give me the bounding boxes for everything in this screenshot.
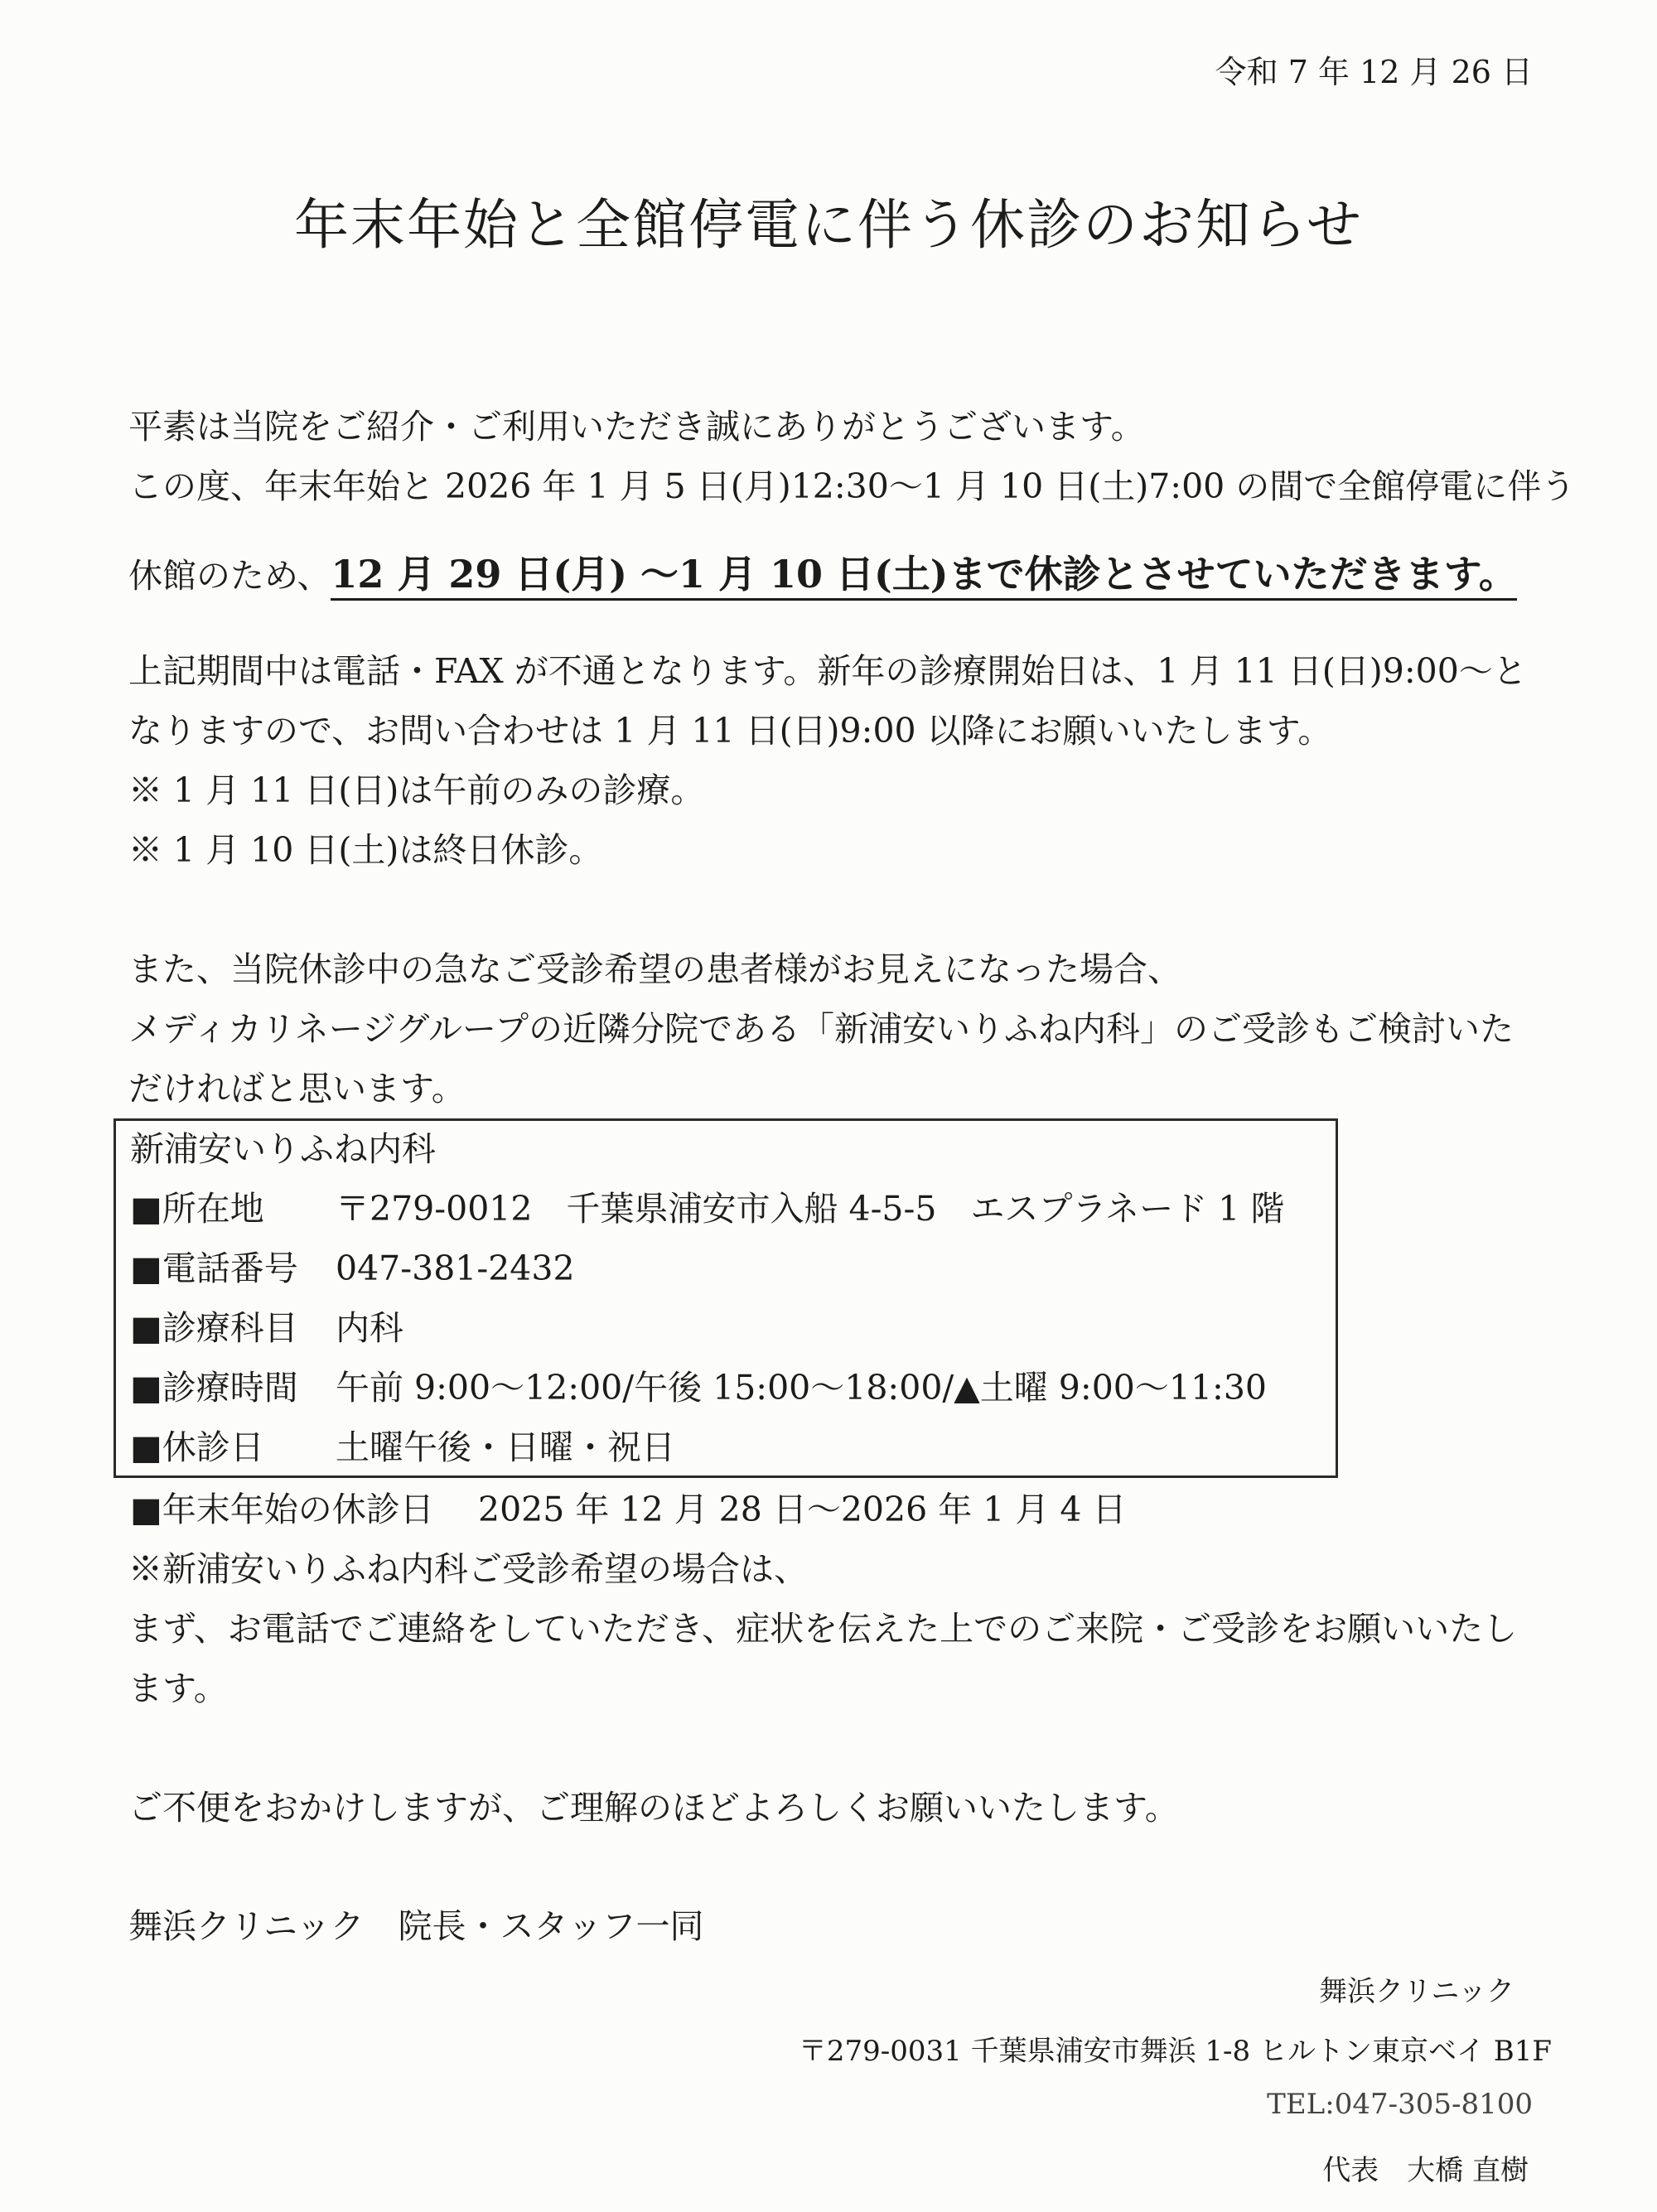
request-line-2: まず、お電話でご連絡をしていただき、症状を伝えた上でのご来院・ご受診をお願いいたし: [128, 1609, 1518, 1649]
clinic-row-label: ■休診日: [130, 1427, 264, 1467]
clinic-row-value: 内科: [336, 1308, 403, 1348]
footer-address: 〒279-0031 千葉県浦安市舞浜 1-8 ヒルトン東京ベイ B1F: [798, 2035, 1552, 2068]
year-end-holiday: [130, 1489, 1127, 1530]
request-line-3: ます。: [128, 1669, 228, 1708]
period-note-1: ※ 1 月 11 日(日)は午前のみの診療。: [128, 770, 705, 810]
clinic-row-phone: [130, 1248, 575, 1289]
clinic-row-label: ■所在地: [130, 1189, 264, 1229]
period-line-1: 上記期間中は電話・FAX が不通となります。新年の診療開始日は、1 月 11 日(日)9:00～と: [128, 651, 1527, 691]
footer-tel: TEL:047-305-8100: [1267, 2088, 1533, 2121]
clinic-row-value: 〒279-0012 千葉県浦安市入船 4-5-5 エスプラネード 1 階: [336, 1189, 1285, 1229]
intro-line-1: 平素は当院をご紹介・ご利用いただき誠にありがとうございます。: [128, 407, 1145, 447]
intro-line-3-prefix: 休館のため、: [128, 556, 331, 596]
clinic-row-value: 047-381-2432: [336, 1248, 575, 1288]
notice-title: 年末年始と全館停電に伴う休診のお知らせ: [293, 193, 1364, 257]
signoff: 舞浜クリニック 院長・スタッフ一同: [128, 1906, 704, 1946]
clinic-row-value: 土曜午後・日曜・祝日: [336, 1427, 675, 1467]
intro-line-2: この度、年末年始と 2026 年 1 月 5 日(月)12:30～1 月 10 日(土)7:00 の間で全館停電に伴う: [128, 466, 1576, 506]
clinic-row-label: ■診療科目: [130, 1308, 298, 1348]
period-line-2: なりますので、お問い合わせは 1 月 11 日(日)9:00 以降にお願いいたします。: [128, 711, 1332, 751]
clinic-row-department: [130, 1307, 403, 1349]
closure-period-highlight: 12 月 29 日(月) ～1 月 10 日(土)まで休診とさせていただきます。: [331, 552, 1517, 601]
intro-line-3: [128, 553, 1517, 596]
request-line-1: ※新浦安いりふね内科ご受診希望の場合は、: [128, 1549, 808, 1589]
clinic-row-hours: [130, 1367, 1267, 1408]
footer-clinic-name: 舞浜クリニック: [1319, 1975, 1514, 2008]
clinic-row-closed-days: [130, 1427, 675, 1468]
clinic-info-box: [114, 1118, 1338, 1478]
year-end-holiday-value: 2025 年 12 月 28 日～2026 年 1 月 4 日: [478, 1490, 1127, 1529]
clinic-row-label: ■電話番号: [130, 1248, 298, 1288]
referral-line-1: また、当院休診中の急なご受診希望の患者様がお見えになった場合、: [128, 949, 1181, 989]
year-end-holiday-label: ■年末年始の休診日: [130, 1490, 434, 1529]
referral-line-2: メディカリネージグループの近隣分院である「新浦安いりふね内科」のご受診もご検討いた: [128, 1009, 1514, 1049]
notice-date: 令和 7 年 12 月 26 日: [1215, 54, 1533, 90]
clinic-row-address: [130, 1188, 1284, 1229]
referral-line-3: だければと思います。: [128, 1069, 466, 1108]
clinic-row-label: ■診療時間: [130, 1368, 298, 1408]
clinic-name: 新浦安いりふね内科: [130, 1129, 436, 1169]
clinic-row-value: 午前 9:00～12:00/午後 15:00～18:00/▲土曜 9:00～11:30: [336, 1368, 1268, 1408]
closing-line: ご不便をおかけしますが、ご理解のほどよろしくお願いいたします。: [128, 1788, 1179, 1828]
footer-representative: 代表 大橋 直樹: [1322, 2154, 1529, 2187]
period-note-2: ※ 1 月 10 日(土)は終日休診。: [128, 830, 603, 870]
